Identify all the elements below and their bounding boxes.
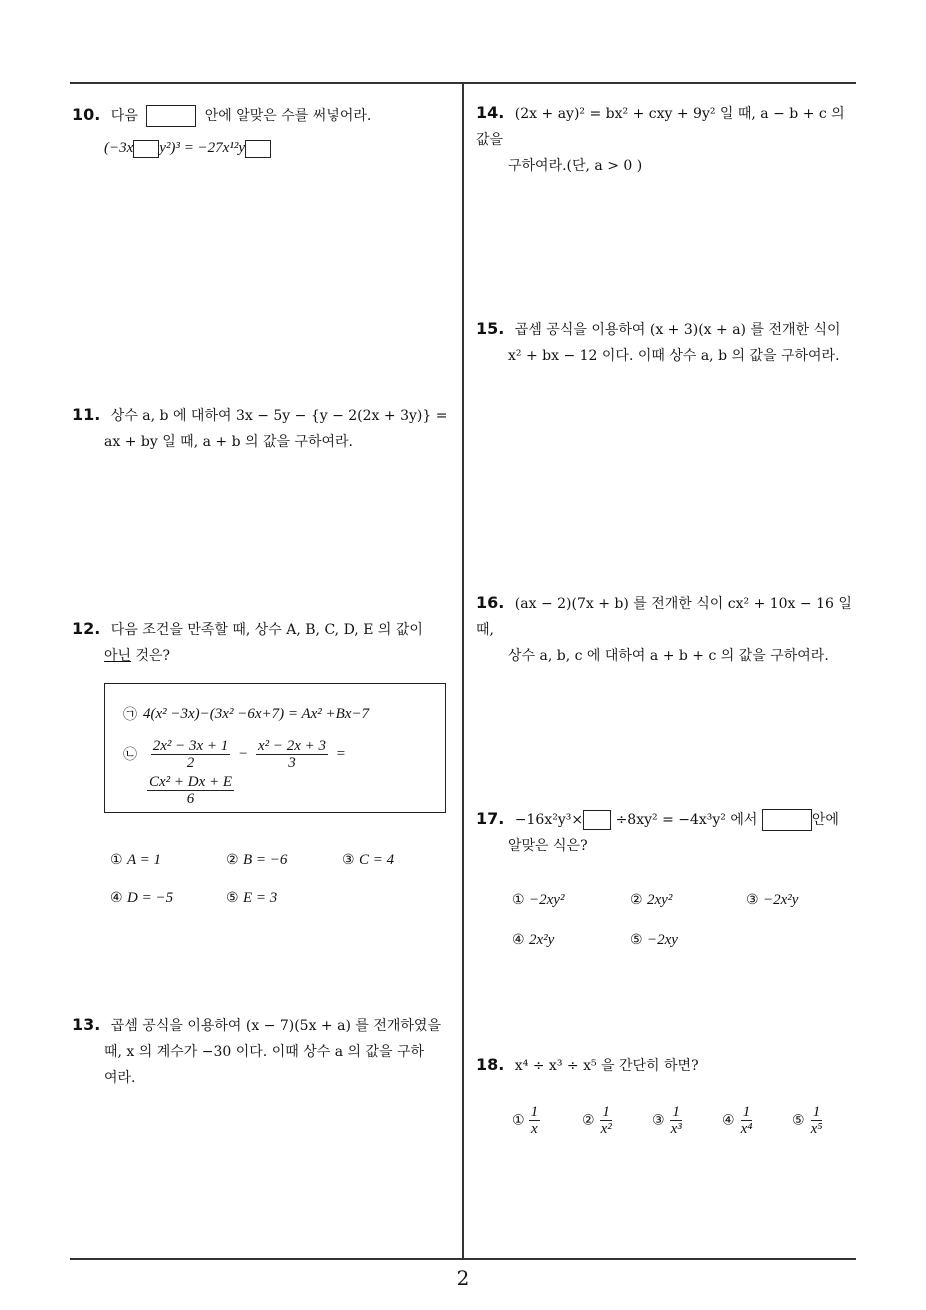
fraction: $\frac{1}{\text{x³}}$ [670,1104,682,1137]
answer-blank[interactable] [146,105,196,127]
question-text: −16x²y³× [514,812,584,828]
question-text: 다음 [110,108,138,124]
choice-3[interactable]: ③ C = 4 [342,852,395,868]
question-text: 여라. [104,1070,136,1086]
question-17 [476,806,860,859]
question-13 [72,1012,456,1091]
question-number: 18. [476,1055,505,1074]
condition-2: ㉡ $\frac{\text{2x² − 3x + 1}}{2}$ − $\frac{\text{x² − 2x + 3}}{3}$ = [123,738,346,771]
equation: (−3x y²)³ = −27x¹²y [104,135,452,161]
fraction: $\frac{1}{\text{x⁵}}$ [810,1104,823,1137]
condition-box [104,683,446,813]
choice-2[interactable]: ② $\frac{1}{\text{x²}}$ [582,1104,612,1137]
question-text: 아닌 것은? [104,648,171,664]
bottom-rule [70,1258,856,1260]
choice-5[interactable]: ⑤ E = 3 [226,890,278,906]
condition-2-rhs [143,774,238,807]
question-10 [72,102,452,161]
question-text: 다음 조건을 만족할 때, 상수 A, B, C, D, E 의 값이 [110,622,423,638]
question-number: 15. [476,319,505,338]
question-text: (2x + ay)² = bx² + cxy + 9y² 일 때, a − b + c 의 값을 [476,106,845,148]
answer-blank[interactable] [583,810,611,830]
choice-3[interactable]: ③ $\frac{1}{\text{x³}}$ [652,1104,682,1137]
question-text: 안에 [811,812,839,828]
question-15 [476,316,860,369]
choice-2[interactable]: ② B = −6 [226,852,288,868]
question-number: 17. [476,809,505,828]
condition-mark: ㉠ [123,706,137,723]
fraction: $\frac{1}{\text{x⁴}}$ [740,1104,753,1137]
question-text: 상수 a, b, c 에 대하여 a + b + c 의 값을 구하여라. [508,648,829,664]
question-number: 13. [72,1015,101,1034]
question-text: ÷8xy² = −4x³y² 에서 [615,812,758,828]
column-divider [462,82,464,1260]
question-text: 구하여라.(단, a > 0 ) [508,158,643,174]
choice-5[interactable]: ⑤ $\frac{1}{\text{x⁵}}$ [792,1104,823,1137]
question-text: 곱셈 공식을 이용하여 (x + 3)(x + a) 를 전개한 식이 [514,322,841,338]
choice-3[interactable]: ③ −2x²y [746,892,799,908]
question-number: 11. [72,405,101,424]
question-number: 12. [72,619,101,638]
answer-blank[interactable] [245,140,271,158]
choice-1[interactable]: ① $\frac{1}{x}$ [512,1104,539,1137]
question-11 [72,402,456,455]
question-text: x² + bx − 12 이다. 이때 상수 a, b 의 값을 구하여라. [508,348,840,364]
answer-blank[interactable] [762,809,812,831]
choice-2[interactable]: ② 2xy² [630,892,673,908]
fraction: $\frac{1}{x}$ [530,1104,539,1137]
fraction: $\frac{\text{Cx² + Dx + E}}{6}$ [149,774,233,807]
choice-4[interactable]: ④ D = −5 [110,890,174,906]
choice-4[interactable]: ④ 2x²y [512,932,555,948]
question-12 [72,616,456,669]
choice-5[interactable]: ⑤ −2xy [630,932,678,948]
question-text: 곱셈 공식을 이용하여 (x − 7)(5x + a) 를 전개하였을 [110,1018,441,1034]
question-text: (ax − 2)(7x + b) 를 전개한 식이 cx² + 10x − 16 일 때, [476,596,852,638]
question-text: x⁴ ÷ x³ ÷ x⁵ 을 간단히 하면? [514,1058,699,1074]
question-text: 때, x 의 계수가 −30 이다. 이때 상수 a 의 값을 구하 [104,1044,425,1060]
question-text: 알맞은 식은? [508,838,588,854]
choice-1[interactable]: ① −2xy² [512,892,565,908]
choice-4[interactable]: ④ $\frac{1}{\text{x⁴}}$ [722,1104,753,1137]
question-number: 16. [476,593,505,612]
condition-mark: ㉡ [123,746,137,763]
question-14 [476,100,860,179]
question-text: 상수 a, b 에 대하여 3x − 5y − {y − 2(2x + 3y)} = [110,408,448,424]
fraction: $\frac{1}{\text{x²}}$ [600,1104,612,1137]
question-number: 10. [72,105,101,124]
question-18 [476,1052,860,1079]
question-16 [476,590,860,669]
answer-blank[interactable] [133,140,159,158]
condition-1: ㉠ 4(x² −3x)−(3x² −6x+7) = Ax² +Bx−7 [123,706,370,723]
question-number: 14. [476,103,505,122]
question-text: ax + by 일 때, a + b 의 값을 구하여라. [104,434,354,450]
page-number: 2 [456,1266,470,1290]
choice-1[interactable]: ① A = 1 [110,852,162,868]
fraction: $\frac{\text{2x² − 3x + 1}}{2}$ [152,738,229,771]
question-text: 안에 알맞은 수를 써넣어라. [204,108,372,124]
fraction: $\frac{\text{x² − 2x + 3}}{3}$ [257,738,326,771]
